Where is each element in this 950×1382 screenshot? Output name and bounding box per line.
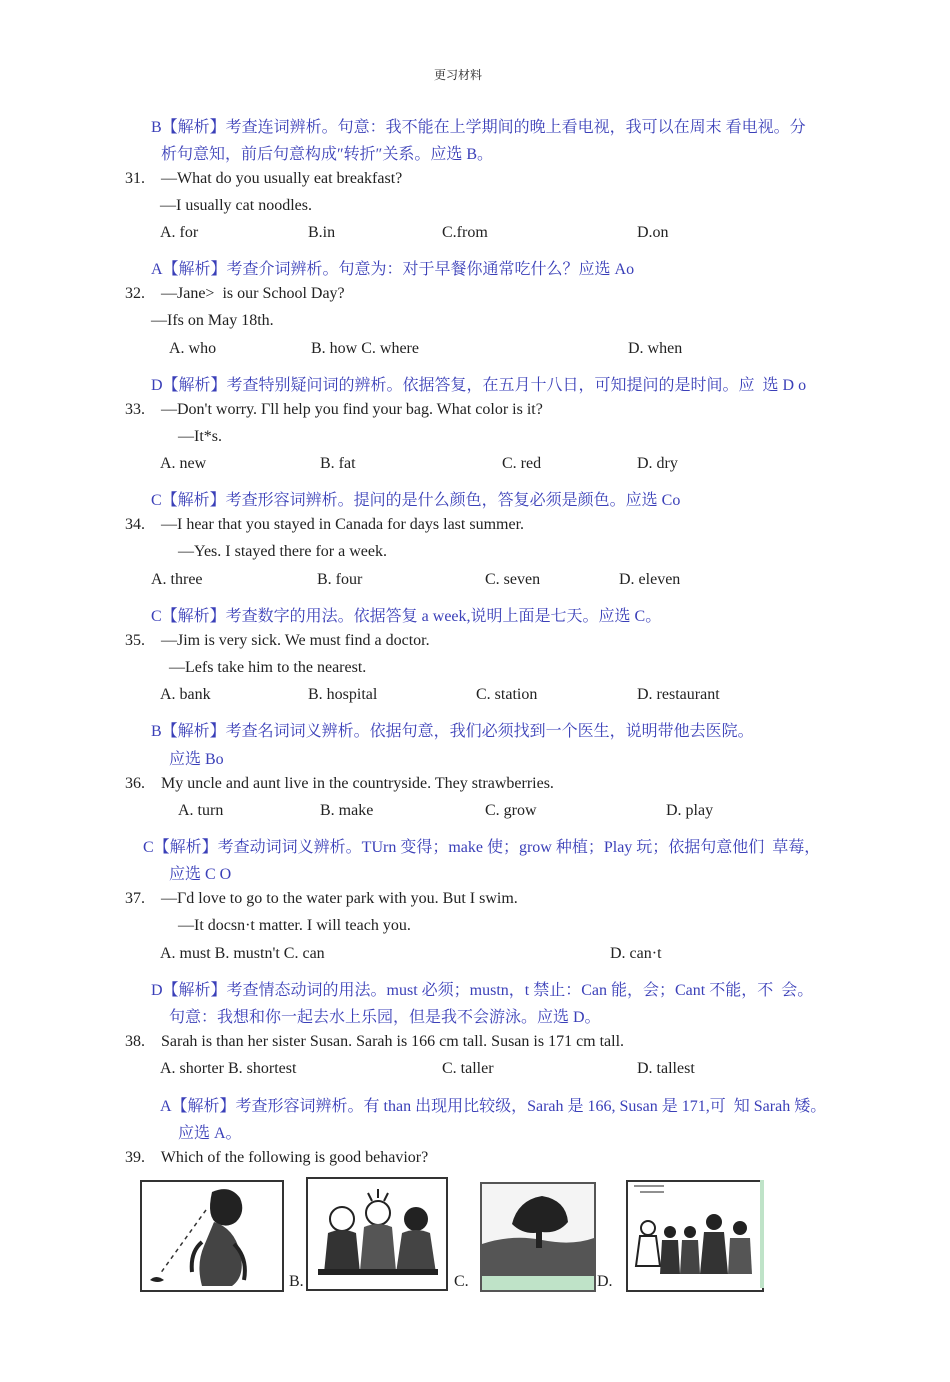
question-line: 35. —Jim is very sick. We must find a doctor. <box>125 632 430 649</box>
option-d: D. restaurant <box>637 686 720 703</box>
picture-d <box>626 1180 764 1292</box>
tree-landscape-illustration <box>482 1184 594 1290</box>
explanation-line: D【解析】考查情态动词的用法。must 必须；mustn，t 禁止：Can 能，会；Cant 不能，不 会。 <box>151 982 814 999</box>
option-b: B.in <box>308 224 336 241</box>
option-c: C. station <box>476 686 538 703</box>
option-b: B. make <box>320 802 374 819</box>
explanation-line: B【解析】考查名词词义辨析。依据句意，我们必须找到一个医生，说明带他去医院。 <box>151 723 754 740</box>
option-d: D. play <box>666 802 714 819</box>
option-b: B. hospital <box>308 686 378 703</box>
question-line: 37. —Γd love to go to the water park with you. But I swim. <box>125 890 518 907</box>
picture-a <box>140 1180 284 1292</box>
explanation-line: C【解析】考查动词词义辨析。TUrn 变得；make 使；grow 种植；Play 玩；依据句意他们 草莓， <box>143 839 821 856</box>
picture-d-label: D. <box>597 1273 613 1290</box>
queue-people-illustration <box>628 1182 762 1290</box>
option-b: B. fat <box>320 455 356 472</box>
option-c: C. seven <box>485 571 541 588</box>
explanation-line: 应选 Bo <box>169 751 224 768</box>
answer-line: —I usually cat noodles. <box>160 197 312 214</box>
explanation-line: 句意：我想和你一起去水上乐园，但是我不会游泳。应选 D。 <box>169 1009 601 1026</box>
option-d: D.on <box>637 224 669 241</box>
option-d: D. can·t <box>610 945 662 962</box>
answer-line: —Yes. I stayed there for a week. <box>178 543 387 560</box>
option-d: D. when <box>628 340 683 357</box>
answer-line: —It*s. <box>178 428 222 445</box>
option-d: D. eleven <box>619 571 681 588</box>
picture-c <box>480 1182 596 1292</box>
picture-b <box>306 1177 448 1291</box>
option-d: D. tallest <box>637 1060 695 1077</box>
explanation-line: 应选 A。 <box>178 1125 242 1142</box>
explanation-line: C【解析】考查形容词辨析。提问的是什么颜色，答复必须是颜色。应选 Co <box>151 492 681 509</box>
option-a: A. turn <box>178 802 224 819</box>
explanation-line: 析句意知，前后句意构成″转折″关系。应选 B。 <box>161 146 494 163</box>
answer-line: —Lefs take him to the nearest. <box>169 659 367 676</box>
green-edge-strip <box>760 1180 764 1288</box>
spitting-man-illustration <box>142 1182 282 1290</box>
question-line: 32. —Jane> is our School Day? <box>125 285 345 302</box>
option-d: D. dry <box>637 455 678 472</box>
answer-line: —Ifs on May 18th. <box>151 312 274 329</box>
explanation-line: C【解析】考查数字的用法。依据答复 a week,说明上面是七天。应选 C。 <box>151 608 662 625</box>
option-a: A. who <box>169 340 217 357</box>
option-a: A. new <box>160 455 207 472</box>
explanation-line: 应选 C O <box>169 866 232 883</box>
page-header: 更习材料 <box>434 68 483 82</box>
option-b: B. four <box>317 571 363 588</box>
explanation-line: B【解析】考查连词辨析。句意：我不能在上学期间的晚上看电视，我可以在周末 看电视。分 <box>151 119 806 136</box>
bench-people-illustration <box>308 1179 446 1289</box>
explanation-line: D【解析】考查特别疑问词的辨析。依据答复，在五月十八日，可知提问的是时间。应 选 D o <box>151 377 807 394</box>
explanation-line: A【解析】考查形容词辨析。有 than 出现用比较级，Sarah 是 166, Susan 是 171,可 知 Sarah 矮。 <box>160 1098 827 1115</box>
option-bc: B. how C. where <box>311 340 419 357</box>
option-c: C.from <box>442 224 488 241</box>
question-line: 36. My uncle and aunt live in the countryside. They strawberries. <box>125 775 554 792</box>
option-c: C. red <box>502 455 542 472</box>
option-a: A. bank <box>160 686 211 703</box>
picture-b-label: B. <box>289 1273 304 1290</box>
option-a: A. for <box>160 224 199 241</box>
answer-line: —It docsn·t matter. I will teach you. <box>178 917 411 934</box>
question-line: 38. Sarah is than her sister Susan. Sarah is 166 cm tall. Susan is 171 cm tall. <box>125 1033 625 1050</box>
question-line: 34. —I hear that you stayed in Canada for days last summer. <box>125 516 525 533</box>
option-c: C. grow <box>485 802 537 819</box>
question-line: 39. Which of the following is good behavior? <box>125 1149 429 1166</box>
question-line: 31. —What do you usually eat breakfast? <box>125 170 403 187</box>
explanation-line: A【解析】考查介词辨析。句意为：对于早餐你通常吃什么？应选 Ao <box>151 261 635 278</box>
option-ab: A. shorter B. shortest <box>160 1060 297 1077</box>
option-a: A. three <box>151 571 203 588</box>
question-line: 33. —Don't worry. Γll help you find your bag. What color is it? <box>125 401 543 418</box>
picture-c-label: C. <box>454 1273 469 1290</box>
option-c: C. taller <box>442 1060 494 1077</box>
option-abc: A. must B. mustn't C. can <box>160 945 325 962</box>
